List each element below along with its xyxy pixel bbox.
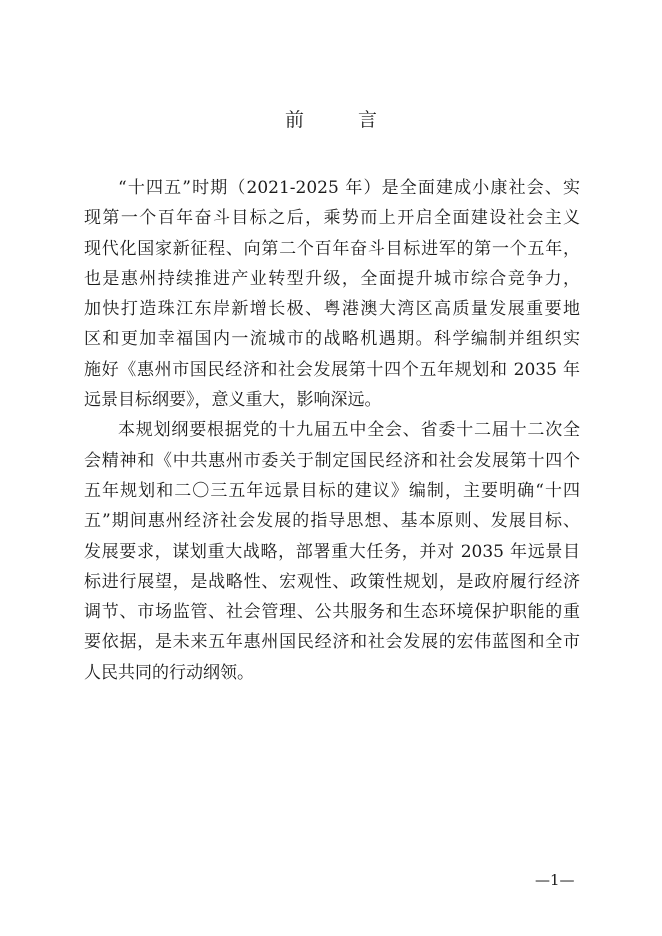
text-line: 现代化国家新征程、向第二个百年奋斗目标进军的第一个五年， [84,238,580,259]
page-number: —1— [535,871,575,889]
text-line: 标进行展望，是战略性、宏观性、政策性规划，是政府履行经济 [84,571,580,592]
text-line: 也是惠州持续推进产业转型升级，全面提升城市综合竞争力， [84,268,580,289]
text-line: 远景目标纲要》，意义重大，影响深远。 [84,390,382,411]
text-line: 五年规划和二〇三五年远景目标的建议》编制，主要明确“十四 [84,480,580,501]
text-line: 现第一个百年奋斗目标之后，乘势而上开启全面建设社会主义 [84,208,580,229]
page-title: 前 言 [284,109,402,131]
text-line: 本规划纲要根据党的十九届五中全会、省委十二届十二次全 [118,420,580,441]
text-line: 会精神和《中共惠州市委关于制定国民经济和社会发展第十四个 [84,450,580,471]
text-line: 区和更加幸福国内一流城市的战略机遇期。科学编制并组织实 [84,329,580,350]
text-line: “十四五”时期（2021-2025 年）是全面建成小康社会、实 [118,178,580,198]
preface-body [84,173,580,688]
text-line: 人民共同的行动纲领。 [84,662,254,683]
text-line: 发展要求，谋划重大战略，部署重大任务，并对 2035 年远景目 [84,541,580,562]
text-line: 五”期间惠州经济社会发展的指导思想、基本原则、发展目标、 [84,511,580,532]
text-line: 施好《惠州市国民经济和社会发展第十四个五年规划和 2035 年 [84,359,580,380]
text-line: 加快打造珠江东岸新增长极、粤港澳大湾区高质量发展重要地 [84,299,580,320]
text-line: 要依据，是未来五年惠州国民经济和社会发展的宏伟蓝图和全市 [84,632,580,653]
text-line: 调节、市场监管、社会管理、公共服务和生态环境保护职能的重 [84,602,580,623]
